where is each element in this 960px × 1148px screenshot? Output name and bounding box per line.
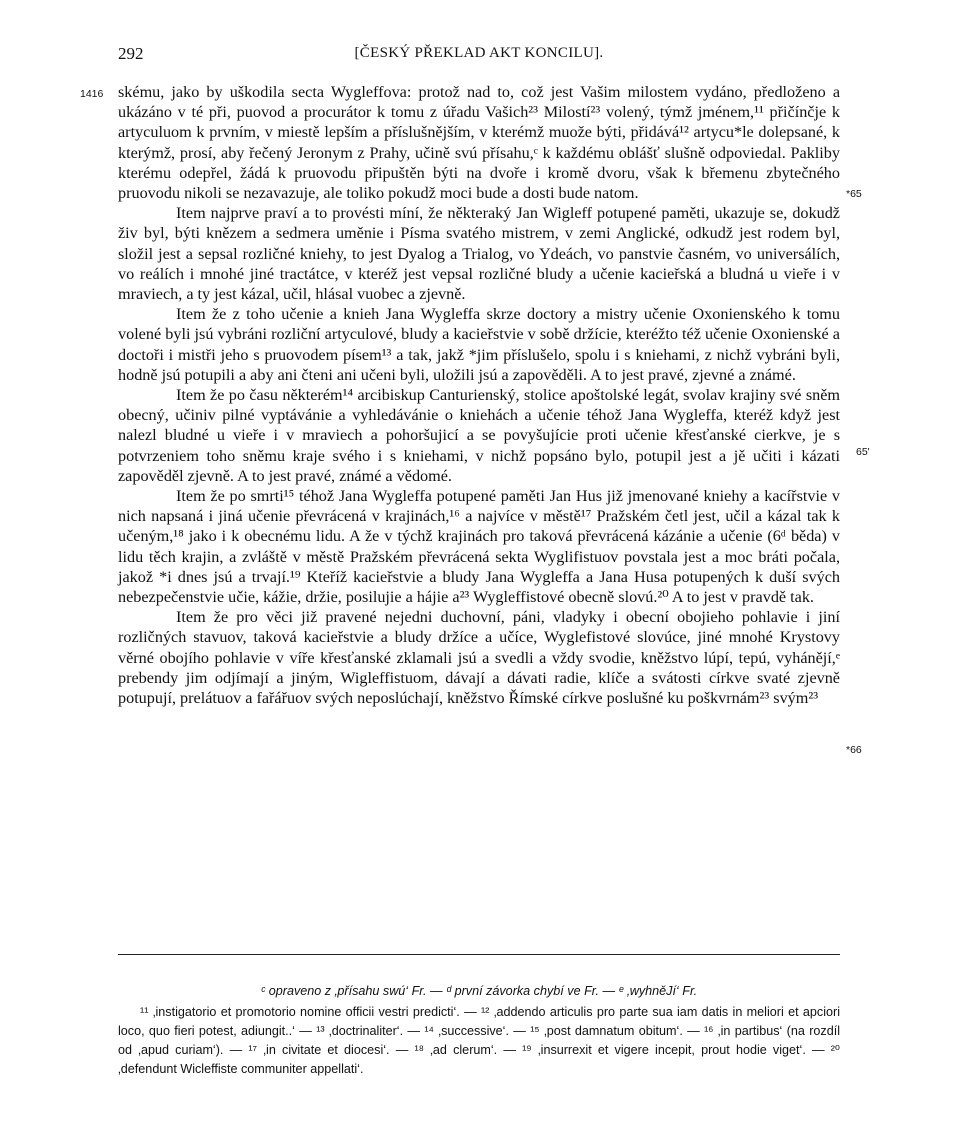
page-header: [118, 44, 840, 68]
critical-apparatus: ᶜ opraveno z ‚přísahu swú‘ Fr. — ᵈ první závorka chybí ve Fr. — ᵉ ‚wyhněJí‘ Fr.: [260, 984, 698, 998]
paragraph-2: Item najprve praví a to provésti míní, že některaký Jan Wigleff potupené paměti, ukazuje se, dokudž živ byl, býti knězem a sedmera uměnie i Písma svatého mistrem, v zemi Anglické, odkudž jest rodem byl, složil jest a sepsal rozličné kniehy, to jest Dyalog a Trialog, vo Ydeách, vo panstvie časném, vo universálích, vo reálích i mnohé jiné tractátce, v kteréž jest vepsal rozličné bludy a učenie kacieřská a bludná u vieře i v mraviech, a ty jest kázal, učil, hlásal vuobec a zjevně.: [118, 204, 840, 304]
margin-line-number: 1416: [80, 88, 104, 100]
paragraph-6: Item že pro věci již pravené nejedni duchovní, páni, vladyky i obecní obojieho pohlavie i jiní rozličných stavuov, taková kacieřstvie a bludy držíce a učíce, Wyglefistové slovúce, jiné mnohé Krystovy věrné obojího pohlavie v víře křesťanské zklamali jsú a svedli a vždy svodie, kněžstvo lúpí, tepú, vyhánějí,ᵉ prebendy jim odjímají a jiným, Wigleffistuom, dávají a dávati radie, klíče a svátosti církve svaté zjevně potupují, prelátuov a fařářuov svých neposlúchají, kněžstvo Římské církve poslušné ku poškvrnám²³ svým²³: [118, 608, 840, 708]
footnotes: [118, 982, 840, 1079]
numbered-footnotes: ¹¹ ‚instigatorio et promotorio nomine officii vestri predicti‘. — ¹² ‚addendo articulis pro parte sua iam datis in meliori et apciori loco, quo fieri potest, adiungit..‘ — ¹³ ‚doctrinaliter‘. — ¹⁴ ‚successive‘. — ¹⁵ ‚post damnatum obitum‘. — ¹⁶ ‚in partibus‘ (na rozdíl od ‚apud curiam‘). — ¹⁷ ‚in civitate et diocesi‘. — ¹⁸ ‚ad clerum‘. — ¹⁹ ‚insurrexit et vigere incepit, prout hodie viget‘. — ²⁰ ‚defendunt Wicleffiste communiter appellati‘.: [118, 1005, 840, 1076]
running-head: [ČESKÝ PŘEKLAD AKT KONCILU].: [354, 45, 604, 61]
paragraph-5: Item že po smrti¹⁵ téhož Jana Wygleffa potupené paměti Jan Hus již jmenované kniehy a kacířstvie v nich napsaná i jiná učenie převrácená v krajinách,¹⁶ a najvíce v městě¹⁷ Pražském četl jest, učil a kázal tak k učeným,¹⁸ jako i k obecnému lidu. A že v týchž krajinách pro taková převrácená kázánie a učenie (6ᵈ běda) v lidu těch krajin, a zvláště v městě Pražském převrácená sekta Wyglifistuov povstala jest a moc bráti počala, jakož *i dnes jsú a trvají.¹⁹ Kteříž kacieřstvie a bludy Jana Wygleffa a Jana Husa potupených k duší svých nebezpečenstvie učie, kážie, držie, posilujie a hájie a²³ Wygleffistové obecně slovú.²⁰ A to jest v pravdě tak.: [118, 487, 840, 607]
paragraph-4: Item že po času některém¹⁴ arcibiskup Canturienský, stolice apoštolské legát, svolav krajiny své sněm obecný, učiniv pilné vyptávánie a vyhledávánie o kniehách a učenie téhož Jana Wygleffa, kteréž když jest nalezl bludné u vieře i v mraviech a pohoršujicí a se povyšujície proti učenie křesťanské cierkve, je s potvrzeniem toho sněmu kraje svého i s kniehami, v nichž popsáno bylo, potupil jest a jě učiti i kázati zapověděl zjevně. A to jest pravé, známé a vědomé.: [118, 386, 840, 485]
footnote-rule: [118, 954, 840, 955]
paragraph-1: skému, jako by uškodila secta Wygleffova: protož nad to, což jest Vašim milostem vydáno, předloženo a ukázáno v té při, puovod a procurátor k tomu z úřadu Vašich²³ Milostí²³ volený, týmž jménem,¹¹ přičínčje k artyculuom k prvním, v miestě lepším a příslušnějším, v kterémž muože býti, přidává¹² artycu*le dolepsané, k kterýmž, prosí, aby řečený Jeronym z Prahy, učině svú přísahu,ᶜ k každému oblášť slušně odpoviedal. Pakliby kterému odepřel, žádá k pruovodu připuštěn býti na dvoře i kromě dvoru, však k břemenu zbytečného pruovodu nikoli se nezavazuje, ale toliko pokudž moci bude a dosti bude natom.: [118, 83, 840, 203]
margin-mark-1: *65: [846, 188, 862, 200]
margin-mark-2: 65': [856, 446, 870, 458]
margin-mark-3: *66: [846, 744, 862, 756]
page-number: 292: [118, 44, 144, 63]
main-text: [118, 82, 840, 708]
paragraph-3: Item že z toho učenie a knieh Jana Wygleffa skrze doctory a mistry učenie Oxonienského k tomu volené byli jsú vybráni rozliční artyculové, bludy a kacieřstvie v sobě držície, kteréžto též učenie Oxonienské a doctoři i mistři jeho s pruovodem písem¹³ a tak, jakž *jim příslušelo, spolu i s kniehami, z nichž vybráni byli, hodně jsú potupili a aby ani čteni ani učeni byli, uložili jsú a zapověděli. A to jest pravé, zjevné a známé.: [118, 305, 840, 384]
